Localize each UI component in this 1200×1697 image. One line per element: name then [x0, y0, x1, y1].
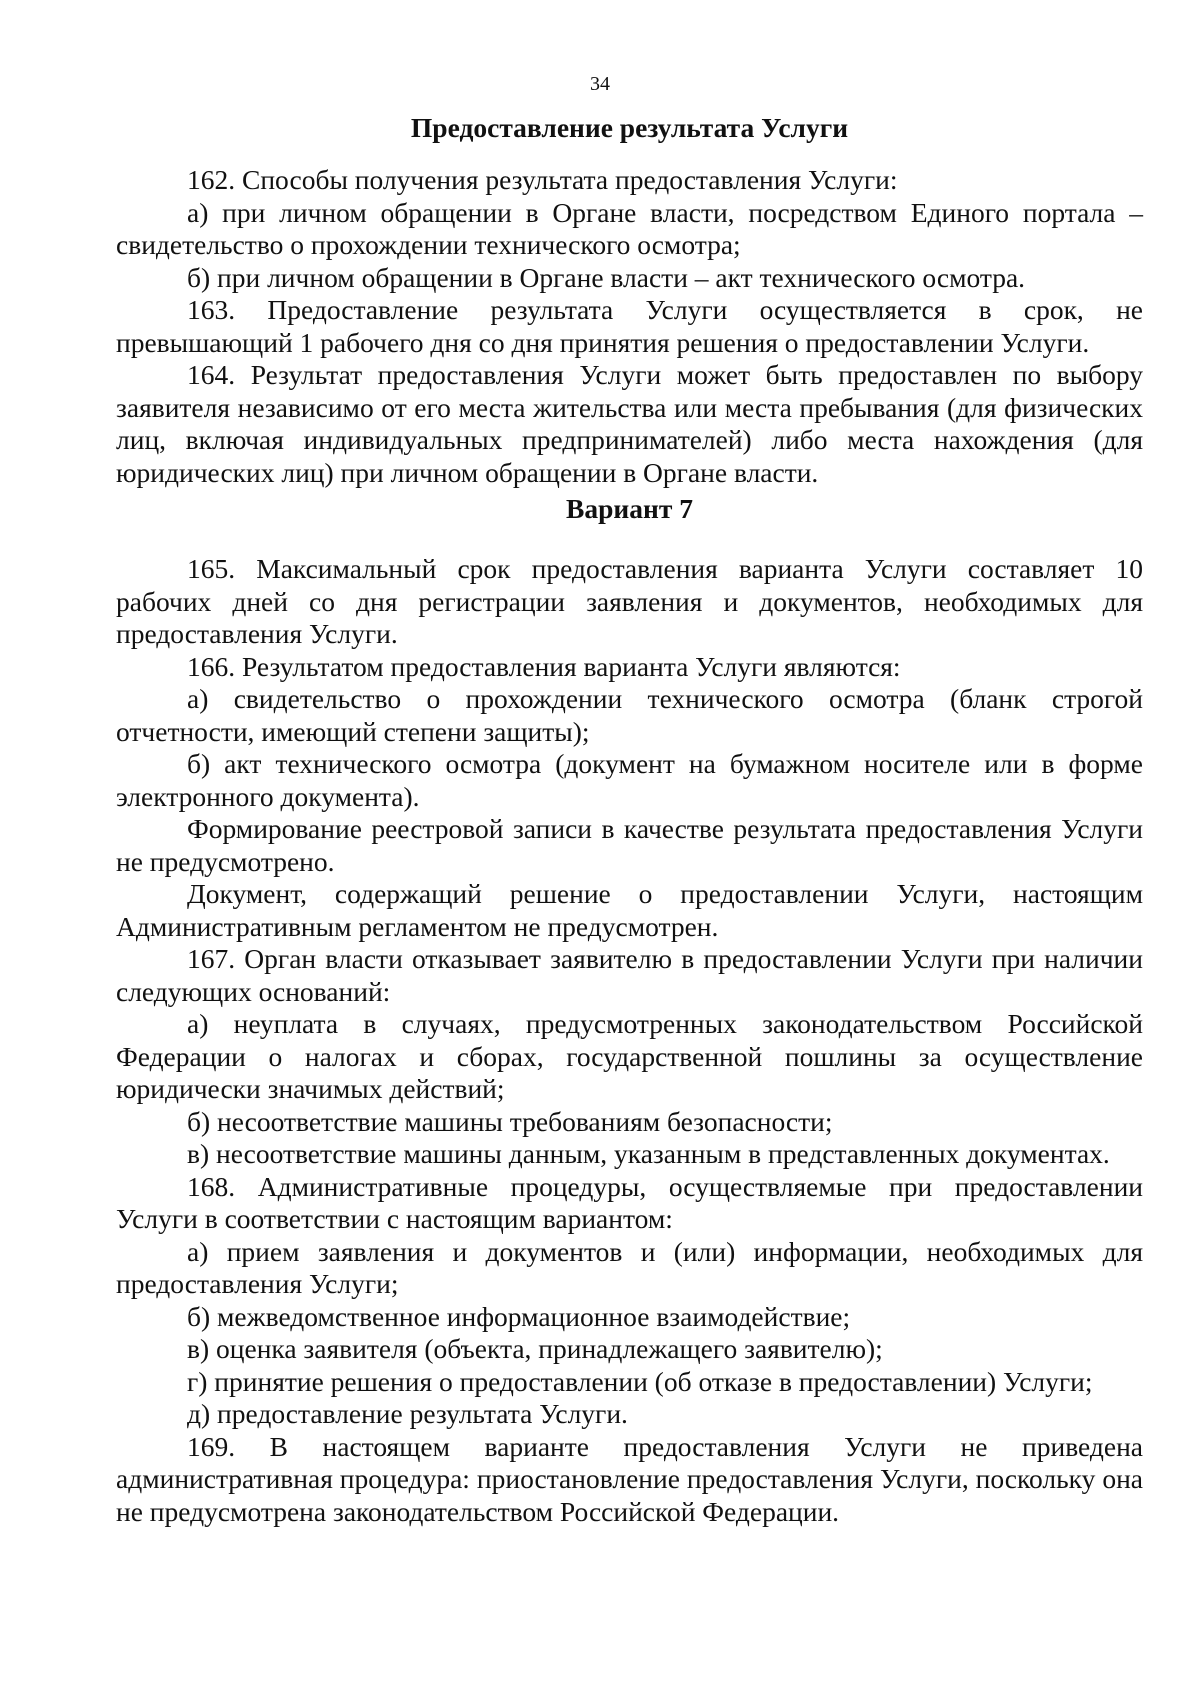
paragraph-168-d: д) предоставление результата Услуги.: [187, 1398, 628, 1429]
paragraph-168-a: а) прием заявления и документов и (или) информации, необходимых для предоставления Услуги;: [116, 1235, 1143, 1299]
paragraph-168-g: г) принятие решения о предоставлении (об отказе в предоставлении) Услуги;: [187, 1365, 1093, 1397]
paragraph-166-b: б) акт технического осмотра (документ на бумажном носителе или в форме электронного документа).: [116, 748, 1143, 812]
section-result-provision: [116, 112, 1143, 144]
paragraph-registry-note: Формирование реестровой записи в качестве результата предоставления Услуги не предусмотрено.: [116, 813, 1143, 877]
paragraph-167-v: в) несоответствие машины данным, указанным в представленных документах.: [187, 1138, 1110, 1169]
paragraph-167: 167. Орган власти отказывает заявителю в предоставлении Услуги при наличии следующих оснований:: [116, 943, 1143, 1007]
section-heading: Предоставление результата Услуги: [410, 112, 849, 143]
paragraph-169: 169. В настоящем варианте предоставления Услуги не приведена административная процедура: приостановление предоставления Услуги, поскольку она не предусмотрена законодательством Российской Федерации.: [116, 1430, 1143, 1527]
paragraph-163: 163. Предоставление результата Услуги осуществляется в срок, не превышающий 1 рабочего дня со дня принятия решения о предоставлении Услуги.: [116, 294, 1143, 358]
section-variant-7: [116, 493, 1143, 525]
paragraph-162-b: б) при личном обращении в Органе власти – акт технического осмотра.: [187, 261, 1026, 293]
paragraph-166-a: а) свидетельство о прохождении технического осмотра (бланк строгой отчетности, имеющий степени защиты);: [116, 683, 1143, 747]
section-heading: Вариант 7: [566, 493, 693, 524]
section-variant-7-body: [116, 553, 1143, 1528]
section-result-provision-body: [116, 164, 1143, 489]
paragraph-decision-note: Документ, содержащий решение о предоставлении Услуги, настоящим Административным регламентом не предусмотрен.: [116, 878, 1143, 942]
paragraph-167-a: а) неуплата в случаях, предусмотренных законодательством Российской Федерации о налогах и сборах, государственной пошлины за осуществление юридически значимых действий;: [116, 1008, 1143, 1104]
page-number: 34: [590, 73, 610, 95]
paragraph-164: 164. Результат предоставления Услуги может быть предоставлен по выбору заявителя независимо от его места жительства или места пребывания (для физических лиц, включая индивидуальных предпринимателей) либо места нахождения (для юридических лиц) при личном обращении в Органе власти.: [116, 359, 1143, 488]
paragraph-168: 168. Административные процедуры, осуществляемые при предоставлении Услуги в соответствии с настоящим вариантом:: [116, 1170, 1143, 1234]
paragraph-165: 165. Максимальный срок предоставления варианта Услуги составляет 10 рабочих дней со дня регистрации заявления и документов, необходимых для предоставления Услуги.: [116, 553, 1143, 649]
paragraph-167-b: б) несоответствие машины требованиям безопасности;: [187, 1105, 833, 1137]
paragraph-162-a: а) при личном обращении в Органе власти, посредством Единого портала – свидетельство о прохождении технического осмотра;: [116, 196, 1143, 260]
paragraph-168-v: в) оценка заявителя (объекта, принадлежащего заявителю);: [187, 1333, 883, 1364]
paragraph-162: 162. Способы получения результата предоставления Услуги:: [187, 164, 898, 195]
paragraph-168-b: б) межведомственное информационное взаимодействие;: [187, 1300, 851, 1332]
paragraph-166: 166. Результатом предоставления варианта Услуги являются:: [187, 650, 901, 682]
